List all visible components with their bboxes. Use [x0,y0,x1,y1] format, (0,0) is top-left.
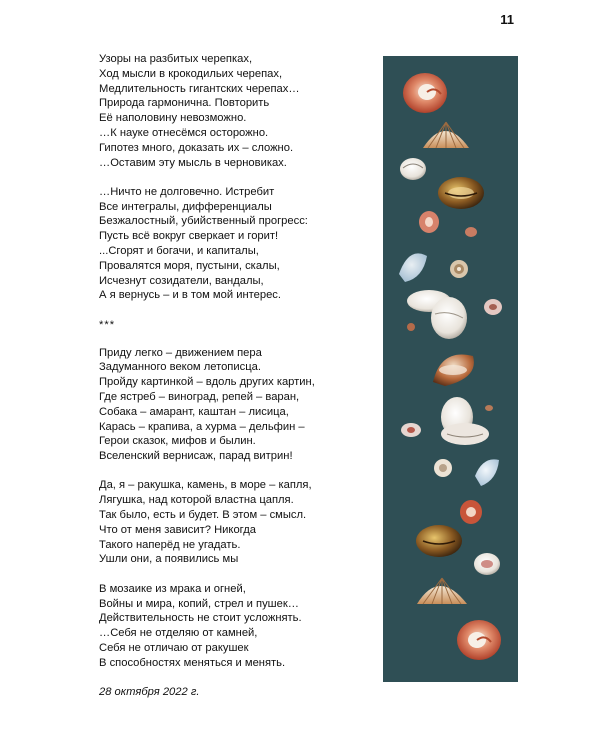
seashell-illustration [383,56,518,682]
poem-line: Природа гармонична. Повторить [99,97,270,110]
poem-line: Действительность не стоит усложнять. [99,612,302,625]
poem-line: …Ничто не долговечно. Истребит [99,185,275,198]
poem-line: Пройду картинкой – вдоль других картин, [99,376,315,389]
poem-line: Собака – амарант, каштан – лисица, [99,405,289,418]
poem-line: Так было, есть и будет. В этом – смысл. [99,509,307,522]
poem-line: Лягушка, над которой властна цапля. [99,494,294,507]
cowrie-shell [416,525,462,557]
poem [99,52,369,700]
red-spiral-shell [403,73,447,113]
poem-line: Ход мысли в крокодильих черепах, [99,67,283,80]
scallop-shell [423,122,469,148]
poem-line: В способностях меняться и менять. [99,656,286,669]
poem-line: …Себя не отделяю от камней, [99,627,258,640]
poem-line: …К науке отнесёмся осторожно. [99,126,269,139]
poem-line: Да, я – ракушка, камень, в море – капля, [99,479,312,492]
small-cowrie-shell [485,405,493,411]
poem-line: Герои сказок, мифов и былин. [99,435,256,448]
stanza-1 [99,52,369,170]
small-snail-shell [434,459,452,477]
tiger-cowrie-shell [438,177,484,209]
poem-line: Приду легко – движением пера [99,346,262,359]
small-cowrie-shell [474,553,500,575]
poem-line: Исчезнут созидатели, вандалы, [99,274,264,287]
poem-line: Где ястреб – виноград, репей – варан, [99,390,300,403]
poem-line: ...Сгорят и богачи, и капиталы, [99,245,259,258]
poem-line: Узоры на разбитых черепках, [99,53,253,65]
poem-line: В мозаике из мрака и огней, [99,582,246,595]
stanza-divider: *** [99,318,116,331]
small-pink-shell [465,227,477,237]
stanza-5 [99,582,369,671]
translucent-shell [399,253,427,282]
poem-line: Себя не отличаю от ракушек [99,641,249,654]
small-pink-shell [460,500,482,524]
clam-shell [400,158,426,180]
poem-line: Такого наперёд не угадать. [99,538,241,551]
poem-line: Что от меня зависит? Никогда [99,523,256,536]
small-pink-shell [401,423,421,437]
poem-line: Задуманного веком летописца. [99,361,261,374]
stanza-3 [99,346,369,464]
poem-line: Войны и мира, копий, стрел и пушек… [99,597,299,610]
stanza-4 [99,478,369,567]
poem-line: Провалятся моря, пустыни, скалы, [99,259,280,272]
poem-line: Безжалостный, убийственный прогресс: [99,215,308,228]
poem-line: …Оставим эту мысль в черновиках. [99,156,287,169]
white-clam-shell [407,290,467,339]
translucent-shell [475,459,499,486]
snail-shell [450,260,468,278]
poem-line: А я вернусь – и в том мой интерес. [99,289,281,302]
poem-line: Карась – крапива, а хурма – дельфин – [99,420,305,433]
poem-line: Её наполовину невозможно. [99,112,247,125]
poem-line: Все интегралы, дифференциалы [99,200,272,213]
poem-line: Гипотез много, доказать их – сложно. [99,141,294,154]
small-pink-shell [407,323,415,331]
seashell-collage [383,56,518,682]
page-number: 11 [500,12,514,27]
poem-line: Медлительность гигантских черепах… [99,82,300,95]
poem-line: Ушли они, а появились мы [99,553,239,566]
scallop-shell [417,578,467,604]
poem-line: Пусть всё вокруг сверкает и горит! [99,230,279,243]
abalone-shell [441,397,489,445]
poem-line: Вселенский вернисаж, парад витрин! [99,450,293,463]
cone-shell [433,354,474,386]
poem-date: 28 октября 2022 г. [99,685,200,698]
red-spiral-shell [457,620,501,660]
small-pink-shell [419,211,439,233]
small-cowrie-shell [484,299,502,315]
stanza-2 [99,185,369,303]
